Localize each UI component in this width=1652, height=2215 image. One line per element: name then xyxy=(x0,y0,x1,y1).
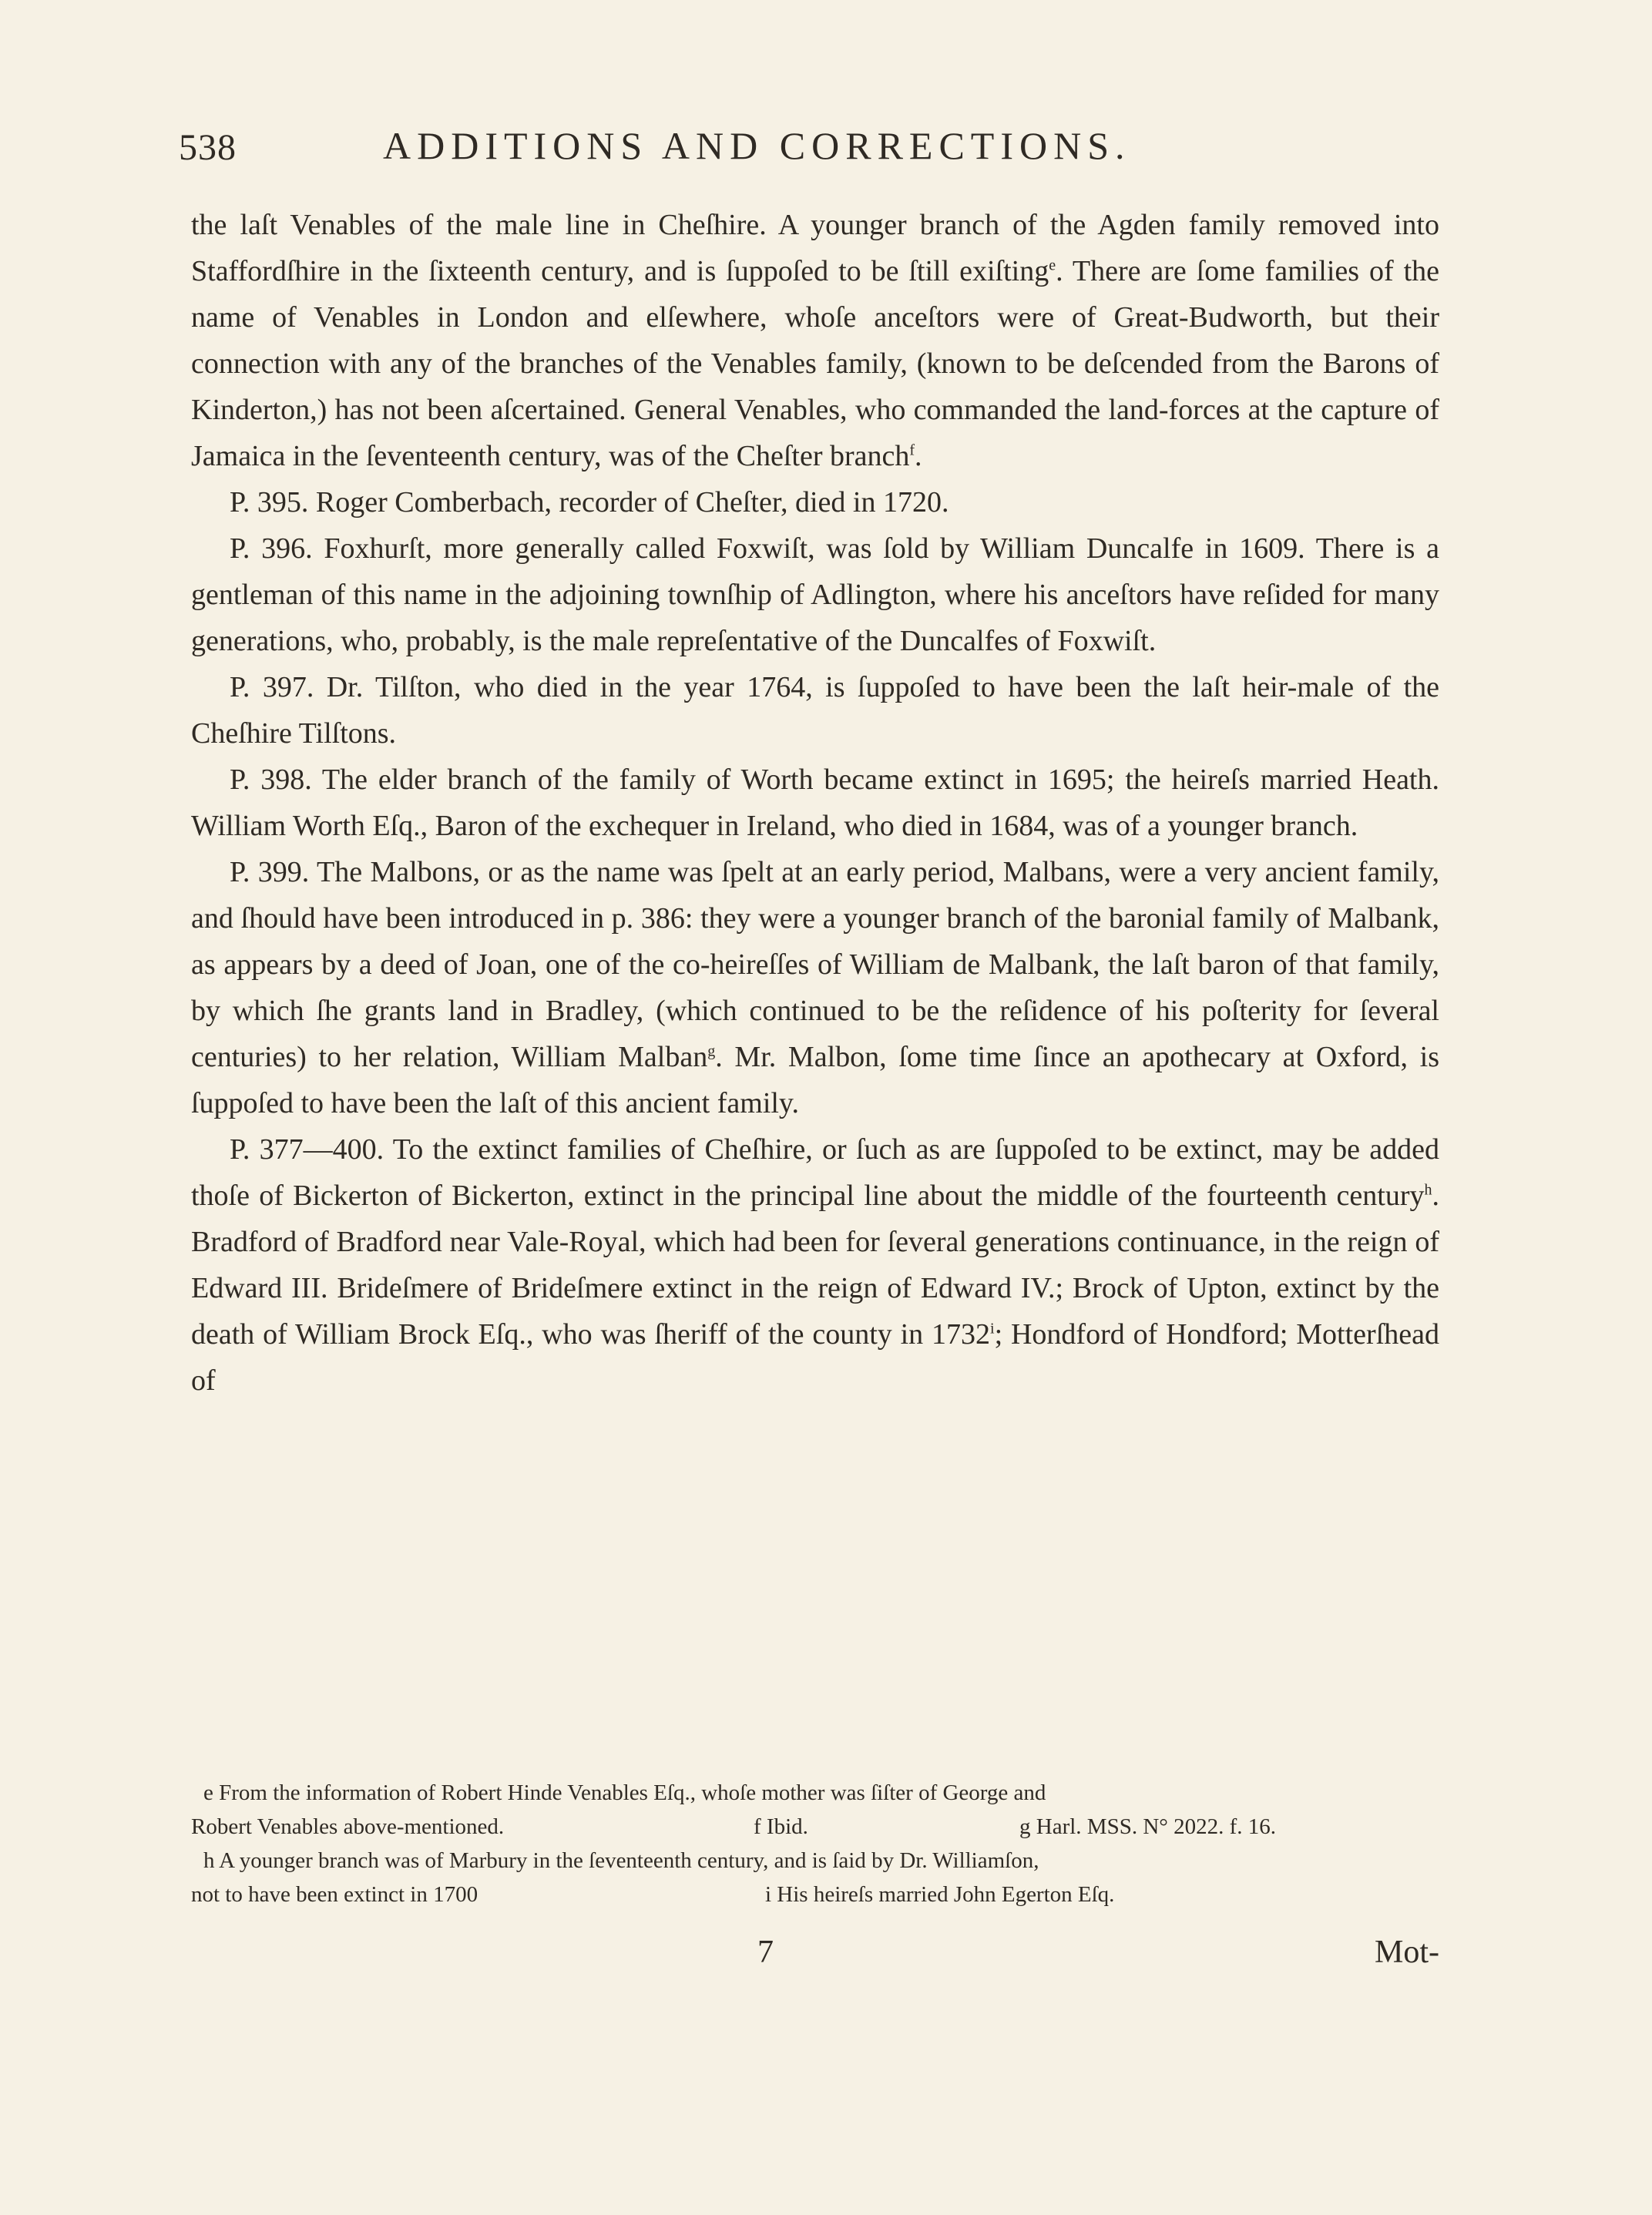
footnote-line xyxy=(191,1776,1439,1810)
page-header xyxy=(179,123,1442,177)
running-title: ADDITIONS AND CORRECTIONS. xyxy=(383,124,1131,167)
footnote-line xyxy=(191,1810,1439,1844)
footnote-line xyxy=(191,1878,1439,1911)
footnote-ref-f: f xyxy=(909,441,915,459)
paragraph-text: . There are ſome families of the name of Venables in London and elſewhere, whoſe anceſtors were of Great-Budworth, but their connection with any of the branches of the Venables family, (known to be deſcended from the Barons of Kinderton,) has not been aſcertained. General Venables, who commanded the land-forces at the capture of Jamaica in the ſeventeenth century, was of the Cheſter branch xyxy=(191,255,1439,472)
body-text xyxy=(191,202,1439,1404)
footnote-ref-e: e xyxy=(1049,257,1056,274)
page-footer xyxy=(191,1934,1439,1980)
paragraph-p395: P. 395. Roger Comberbach, recorder of Cheſter, died in 1720. xyxy=(230,486,949,519)
footnote-e-cont: Robert Venables above-mentioned. xyxy=(191,1814,505,1839)
footnote-h-cont: not to have been extinct in 1700 xyxy=(191,1882,478,1907)
paragraph-text: . Mr. Malbon, ſome time ſince an apothecary at Oxford, is ſuppoſed to have been the laſt of this ancient family. xyxy=(191,1041,1439,1119)
paragraph-text: the laſt Venables of the male line in Cheſhire. A younger branch of the Agden family removed into Staffordſhire in the ſixteenth century, and is ſuppoſed to be ſtill exiſting xyxy=(191,209,1439,287)
paragraph-p398: P. 398. The elder branch of the family of Worth became extinct in 1695; the heireſs married Heath. William Worth Eſq., Baron of the exchequer in Ireland, who died in 1684, was of a younger branch. xyxy=(191,764,1439,842)
paragraph-p399 xyxy=(191,849,1439,1126)
page-number: 538 xyxy=(179,127,237,168)
footnote-ref-g: g xyxy=(707,1042,716,1060)
footnote-i: i His heireſs married John Egerton Eſq. xyxy=(765,1882,1115,1907)
signature-mark: 7 xyxy=(757,1935,774,1970)
paragraph-p377-400 xyxy=(191,1126,1439,1404)
paragraph-text: P. 399. The Malbons, or as the name was ſpelt at an early period, Malbans, were a very ancient family, and ſhould have been introduced in p. 386: they were a younger branch of the baronial family of Malbank, as appears by a deed of Joan, one of the co-heireſſes of William de Malbank, the laſt baron of that family, by which ſhe grants land in Bradley, (which continued to be the reſidence of his poſterity for ſeveral centuries) to her relation, William Malban xyxy=(191,856,1439,1073)
footnotes xyxy=(191,1776,1439,1911)
paragraph-text: ; Hondford of Hondford; Motterſhead of xyxy=(191,1318,1439,1397)
paragraph-p396: P. 396. Foxhurſt, more generally called Foxwiſt, was ſold by William Duncalfe in 1609. There is a gentleman of this name in the adjoining townſhip of Adlington, where his anceſtors have reſided for many generations, who, probably, is the male repreſentative of the Duncalfes of Foxwiſt. xyxy=(191,532,1439,657)
paragraph-text: . Bradford of Bradford near Vale-Royal, which had been for ſeveral generations continuance, in the reign of Edward III. Brideſmere of Brideſmere extinct in the reign of Edward IV.; Brock of Upton, extinct by the death of William Brock Eſq., who was ſheriff of the county in 1732 xyxy=(191,1180,1439,1351)
footnote-ref-h: h xyxy=(1424,1181,1432,1199)
paragraph-p397: P. 397. Dr. Tilſton, who died in the year 1764, is ſuppoſed to have been the laſt heir-male of the Cheſhire Tilſtons. xyxy=(191,671,1439,750)
paragraph-text: P. 377—400. To the extinct families of Cheſhire, or ſuch as are ſuppoſed to be extinct, may be added thoſe of Bickerton of Bickerton, extinct in the principal line about the middle of the fourteenth century xyxy=(191,1133,1439,1212)
footnote-e: e From the information of Robert Hinde Venables Eſq., whoſe mother was ſiſter of George and xyxy=(203,1780,1046,1805)
footnote-f: f Ibid. xyxy=(754,1814,808,1839)
footnote-ref-i: i xyxy=(990,1320,995,1337)
catchword: Mot- xyxy=(1375,1935,1439,1970)
paragraph-text: . xyxy=(915,440,922,472)
footnote-g: g Harl. MSS. N° 2022. f. 16. xyxy=(1019,1814,1277,1839)
footnote-line xyxy=(191,1844,1439,1878)
footnote-h: h A younger branch was of Marbury in the ſeventeenth century, and is ſaid by Dr. Williamſon, xyxy=(203,1848,1039,1873)
paragraph-venables xyxy=(191,202,1439,479)
